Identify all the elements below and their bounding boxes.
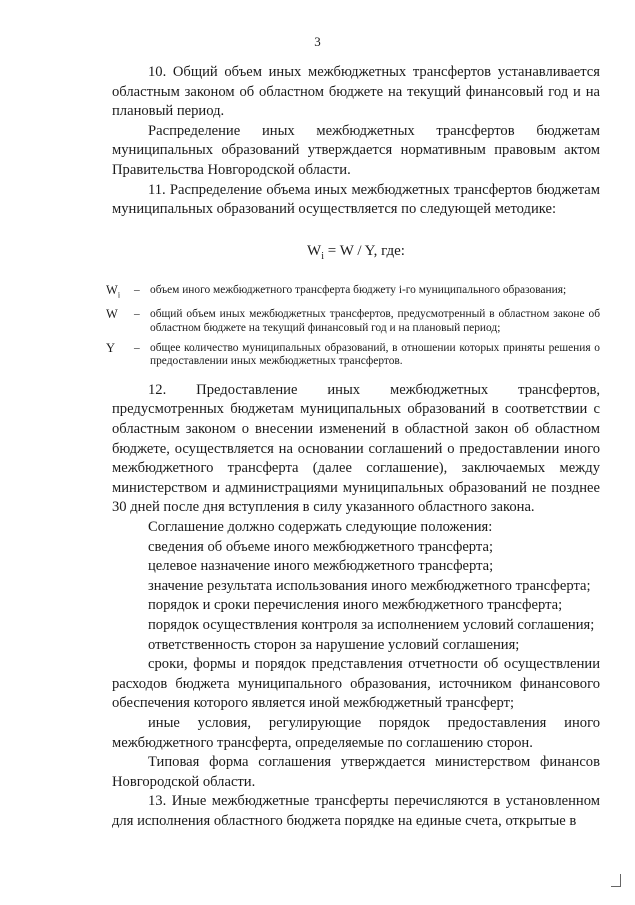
page-number: 3 [314,34,321,49]
definition-item [106,342,600,369]
definition-dash: – [134,308,140,321]
definition-item [106,308,600,335]
list-item: иные условия, регулирующие порядок предоставления иного межбюджетного трансферта, определяемые по соглашению сторон. [112,714,600,751]
list-item: порядок осуществления контроля за исполнением условий соглашения; [148,616,595,633]
formula [112,242,600,267]
definition-text: объем иного межбюджетного трансферта бюджету i-го муниципального образования; [150,284,567,297]
definition-dash: – [134,341,140,354]
paragraph-distribution: Распределение иных межбюджетных трансфертов бюджетам муниципальных образований утверждается нормативным правовым актом Правительства Новгородской области. [112,122,600,178]
definition-symbol: W [106,307,118,322]
definition-symbol: $W_i$ [106,283,121,300]
paragraph-13: 13. Иные межбюджетные трансферты перечисляются в установленном для исполнения областного бюджета порядке на единые счета, открытые в [112,793,600,829]
list-item: сведения об объеме иного межбюджетного трансферта; [148,538,494,555]
definitions-list [106,284,600,368]
definition-item [106,284,600,302]
definition-symbol: Y [106,340,116,355]
list-item: целевое назначение иного межбюджетного трансферта; [148,558,494,575]
paragraph-11: 11. Распределение объема иных межбюджетных трансфертов бюджетам муниципальных образований осуществляется по следующей методике: [112,181,600,218]
list-item: ответственность сторон за нарушение условий соглашения; [148,636,520,653]
definition-text: общий объем иных межбюджетных трансфертов, предусмотренный в областном законе об областном бюджете на текущий финансовый год и на плановый период; [150,308,600,335]
list-item: порядок и сроки перечисления иного межбюджетного трансферта; [148,597,563,614]
paragraph-12: 12. Предоставление иных межбюджетных трансфертов, предусмотренных бюджетам муниципальных образований в соответствии с областным законом о внесении изменений в областной закон об областном бюджете, осуществляется на основании соглашений о предоставлении иного межбюджетного трансферта (далее соглашение), заключаемых между министерством и администрациями муниципальных образований не позднее 30 дней после дня вступления в силу указанного областного закона. [112,381,600,516]
paragraph-10: 10. Общий объем иных межбюджетных трансфертов устанавливается областным законом об областном бюджете на текущий финансовый год и на плановый период. [112,64,600,120]
scan-corner-mark [611,874,621,887]
list-item: значение результата использования иного межбюджетного трансферта; [148,577,591,594]
paragraph-standard-form: Типовая форма соглашения утверждается министерством финансов Новгородской области. [112,754,600,790]
formula-lhs-subscript: i [321,250,324,262]
formula-lhs-symbol: W [307,242,322,259]
formula-rhs: = W / Y, где: [324,242,405,259]
paragraph-agreement-intro: Соглашение должно содержать следующие положения: [148,518,493,535]
definition-text: общее количество муниципальных образований, в отношении которых приняты решения о предоставлении иных межбюджетных трансфертов. [150,341,600,368]
list-item: сроки, формы и порядок представления отчетности об осуществлении расходов бюджета муниципального образования, источником финансового обеспечения которого является иной межбюджетный трансферт; [112,656,600,712]
document-body [106,63,600,831]
definition-dash: – [134,284,140,297]
